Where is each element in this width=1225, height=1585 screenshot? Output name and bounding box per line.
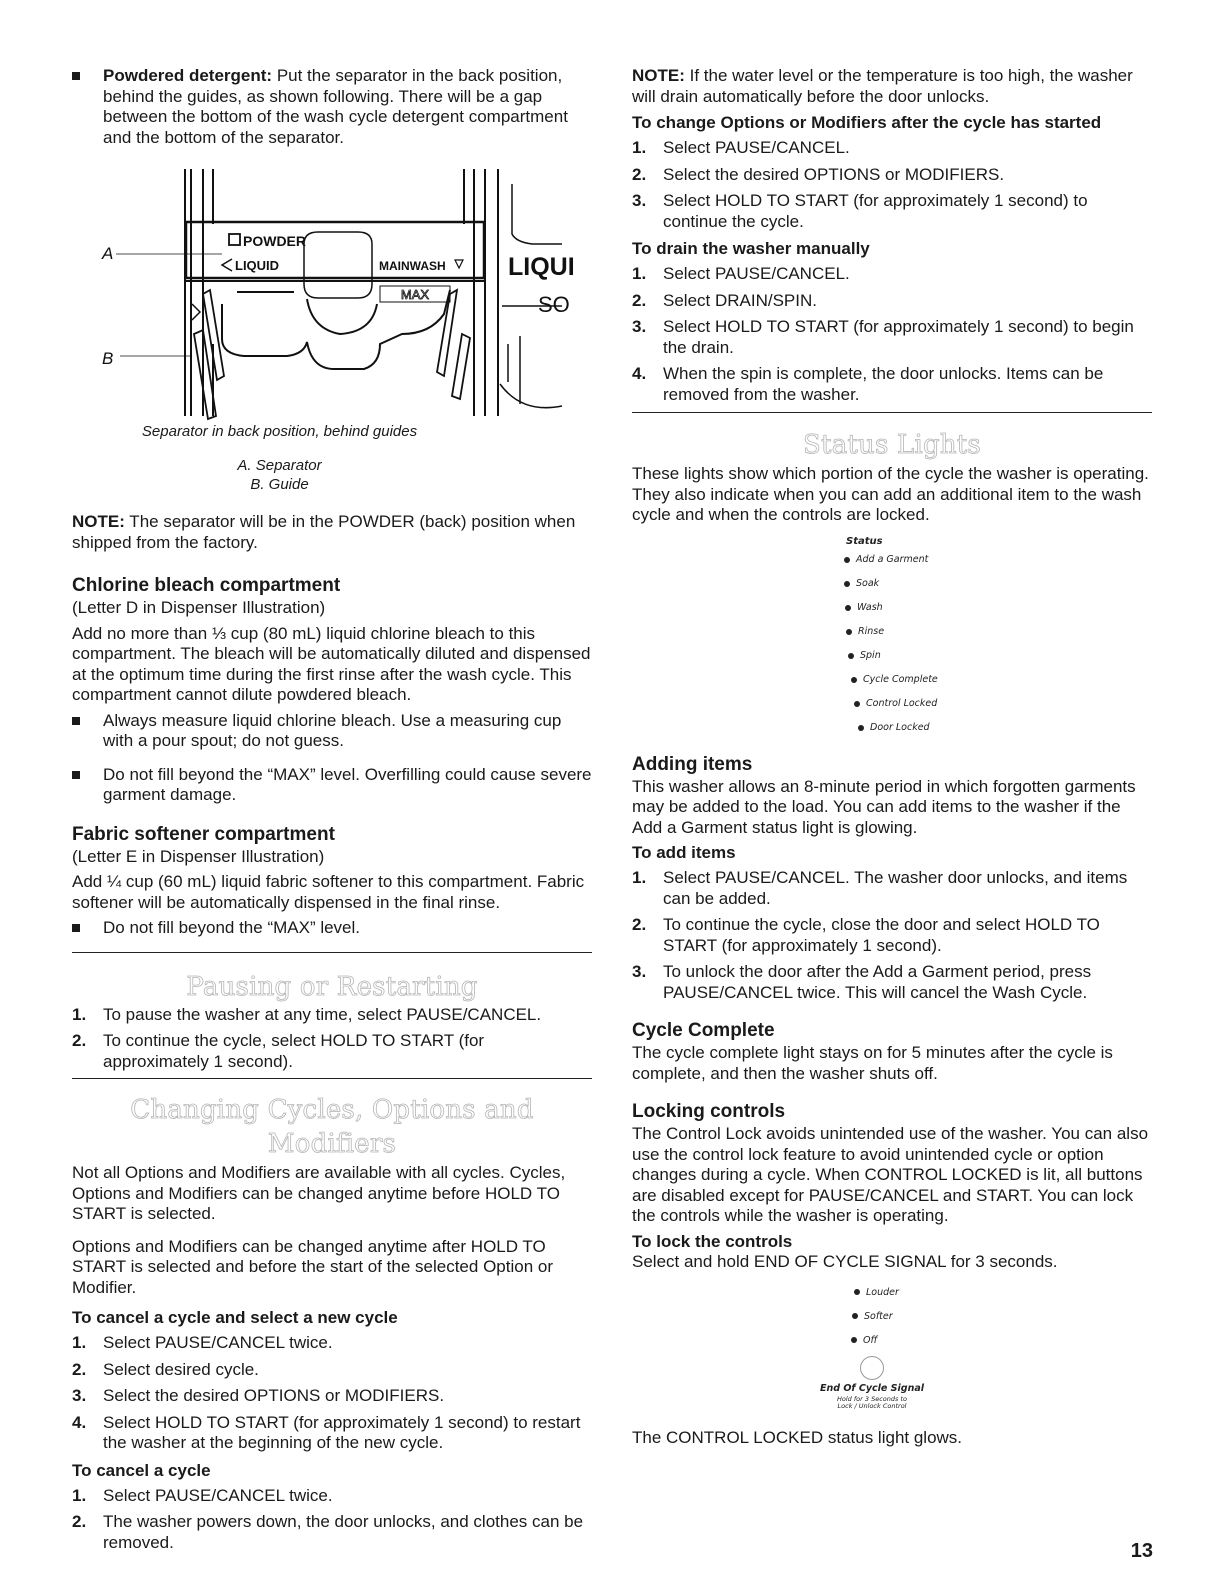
control-locked-footer: The CONTROL LOCKED status light glows. bbox=[632, 1428, 963, 1447]
page-number: 13 bbox=[1130, 1540, 1153, 1562]
drain-step-1: 1. Select PAUSE/CANCEL. bbox=[632, 264, 850, 283]
change-options-title: To change Options or Modifiers after the cycle has started bbox=[632, 113, 1102, 132]
add-step-1-text: Select PAUSE/CANCEL. The washer door unlocks, and items can be added. bbox=[663, 868, 1128, 908]
signal-label: End Of Cycle Signal bbox=[819, 1383, 924, 1394]
drain-step-3: 3. Select HOLD TO START (for approximately 1 second) to begin the drain. bbox=[632, 317, 1134, 357]
status-dot-icon bbox=[844, 557, 850, 563]
status-dot-icon bbox=[844, 581, 850, 587]
status-light-control-locked: Control Locked bbox=[854, 692, 937, 716]
cycle-complete-body: The cycle complete light stays on for 5 minutes after the cycle is complete, and then the washer shuts off. bbox=[632, 1043, 1113, 1083]
powdered-detergent-text: Put the separator in the back position, behind the guides, as shown following. There will be a gap between the bottom of the wash cycle detergent compartment and the bottom of the separator. bbox=[103, 66, 568, 147]
chlorine-bullet-1 bbox=[72, 711, 592, 752]
cancel-new-step-2: 2. Select desired cycle. bbox=[72, 1359, 259, 1379]
status-panel-title: Status bbox=[846, 535, 883, 547]
status-light-cycle-complete: Cycle Complete bbox=[851, 668, 938, 692]
status-light-wash: Wash bbox=[845, 596, 883, 620]
illus-powder-label: POWDER bbox=[243, 233, 306, 249]
locking-title: Locking controls bbox=[632, 1101, 786, 1122]
status-lights-panel bbox=[632, 536, 1152, 736]
chlorine-bullet-2-text: Do not fill beyond the “MAX” level. Overfilling could cause severe garment damage. bbox=[103, 764, 592, 804]
signal-dot-icon bbox=[851, 1337, 857, 1343]
powdered-detergent-item bbox=[72, 66, 592, 148]
drain-step-4: 4. When the spin is complete, the door unlocks. Items can be removed from the washer. bbox=[632, 364, 1104, 404]
add-step-2: 2. To continue the cycle, close the door and select HOLD TO START (for approximately 1 second). bbox=[632, 915, 1100, 955]
signal-hint-2: Lock / Unlock Control bbox=[837, 1402, 907, 1410]
illus-max-label: MAX bbox=[400, 287, 430, 302]
section-divider bbox=[72, 952, 592, 953]
cancel-step-2-text: The washer powers down, the door unlocks, and clothes can be removed. bbox=[103, 1512, 584, 1552]
illus-liquid-label: LIQUID bbox=[235, 258, 280, 273]
drain-title: To drain the washer manually bbox=[632, 239, 870, 258]
legend-a: A. Separator bbox=[237, 457, 322, 474]
status-dot-icon bbox=[845, 605, 851, 611]
changing-p1: Not all Options and Modifiers are available with all cycles. Cycles, Options and Modifiers can be changed anytime before HOLD TO START is selected. bbox=[72, 1163, 566, 1223]
pausing-title: Pausing or Restarting bbox=[186, 971, 478, 1002]
note-text: The separator will be in the POWDER (back) position when shipped from the factory. bbox=[72, 512, 576, 552]
cancel-new-step-3-text: Select the desired OPTIONS or MODIFIERS. bbox=[103, 1386, 445, 1405]
bullet-icon bbox=[72, 717, 80, 725]
softener-body: Add ¼ cup (60 mL) liquid fabric softener to this compartment. Fabric softener will be automatically dispensed in the final rinse. bbox=[72, 872, 585, 912]
chlorine-title: Chlorine bleach compartment bbox=[72, 575, 341, 596]
lock-controls-body: Select and hold END OF CYCLE SIGNAL for 3 seconds. bbox=[632, 1251, 1058, 1271]
add-step-3-text: To unlock the door after the Add a Garment period, press PAUSE/CANCEL twice. This will cancel the Wash Cycle. bbox=[663, 962, 1092, 1002]
end-of-cycle-signal-panel bbox=[632, 1280, 1152, 1410]
cancel-new-step-2-text: Select desired cycle. bbox=[103, 1359, 259, 1379]
drain-step-2: 2. Select DRAIN/SPIN. bbox=[632, 290, 817, 310]
changing-p2: Options and Modifiers can be changed anytime after HOLD TO START is selected and before the start of the selected Option or Modifier. bbox=[72, 1236, 553, 1297]
add-step-2-text: To continue the cycle, close the door and select HOLD TO START (for approximately 1 second). bbox=[663, 915, 1100, 955]
status-dot-icon bbox=[854, 701, 860, 707]
signal-button[interactable] bbox=[860, 1356, 884, 1380]
chlorine-bullet-2 bbox=[72, 765, 592, 806]
status-dot-icon bbox=[848, 653, 854, 659]
bullet-icon bbox=[72, 771, 80, 779]
drain-note bbox=[632, 66, 1152, 107]
signal-dot-icon bbox=[854, 1289, 860, 1295]
separator-diagram bbox=[72, 164, 592, 446]
signal-hint-1: Hold for 3 Seconds to bbox=[837, 1395, 907, 1403]
cancel-step-2: 2. The washer powers down, the door unlocks, and clothes can be removed. bbox=[72, 1512, 584, 1552]
cancel-title: To cancel a cycle bbox=[72, 1460, 211, 1480]
pausing-step-2-text: To continue the cycle, select HOLD TO START (for approximately 1 second). bbox=[103, 1031, 485, 1071]
separator-note bbox=[72, 512, 592, 553]
pausing-step-1: 1. To pause the washer at any time, select PAUSE/CANCEL. bbox=[72, 1004, 542, 1024]
softener-sub: (Letter E in Dispenser Illustration) bbox=[72, 846, 325, 866]
add-step-1: 1. Select PAUSE/CANCEL. The washer door unlocks, and items can be added. bbox=[632, 868, 1128, 908]
dispenser-illustration bbox=[72, 164, 592, 446]
cancel-step-1-text: Select PAUSE/CANCEL twice. bbox=[103, 1485, 333, 1505]
cancel-new-title: To cancel a cycle and select a new cycle bbox=[72, 1308, 398, 1327]
cancel-step-1: 1. Select PAUSE/CANCEL twice. bbox=[72, 1485, 333, 1505]
signal-dot-icon bbox=[852, 1313, 858, 1319]
adding-items-title: Adding items bbox=[632, 753, 753, 775]
chlorine-sub: (Letter D in Dispenser Illustration) bbox=[72, 598, 326, 617]
illus-mainwash-label: MAINWASH bbox=[379, 259, 446, 273]
note-term: NOTE: bbox=[72, 512, 125, 531]
change-step-1: 1. Select PAUSE/CANCEL. bbox=[632, 138, 850, 157]
status-light-door-locked: Door Locked bbox=[858, 716, 930, 740]
status-dot-icon bbox=[846, 629, 852, 635]
cancel-new-step-1-text: Select PAUSE/CANCEL twice. bbox=[103, 1333, 333, 1352]
left-column bbox=[72, 66, 592, 1559]
adding-items-body: This washer allows an 8-minute period in which forgotten garments may be added to the load. You can add items to the washer if the Add a Garment status light is glowing. bbox=[632, 776, 1136, 837]
signal-level-softer: Softer bbox=[852, 1304, 893, 1328]
note-text: If the water level or the temperature is too high, the washer will drain automatically before the door unlocks. bbox=[632, 66, 1133, 106]
drain-step-4-text: When the spin is complete, the door unlocks. Items can be removed from the washer. bbox=[663, 364, 1104, 404]
pausing-step-2: 2. To continue the cycle, select HOLD TO START (for approximately 1 second). bbox=[72, 1031, 485, 1071]
illus-so-label: SO bbox=[538, 292, 570, 317]
cancel-new-step-1: 1. Select PAUSE/CANCEL twice. bbox=[72, 1333, 333, 1352]
softener-bullet-1 bbox=[72, 918, 592, 939]
cancel-new-step-4: 4. Select HOLD TO START (for approximately 1 second) to restart the washer at the beginning of the new cycle. bbox=[72, 1412, 581, 1452]
illus-label-b: B bbox=[102, 349, 114, 368]
note-term: NOTE: bbox=[632, 66, 685, 85]
illustration-caption: Separator in back position, behind guides bbox=[141, 423, 418, 440]
illus-label-a: A bbox=[102, 244, 114, 263]
pausing-step-1-text: To pause the washer at any time, select PAUSE/CANCEL. bbox=[103, 1004, 542, 1024]
add-step-3: 3. To unlock the door after the Add a Garment period, press PAUSE/CANCEL twice. This will cancel the Wash Cycle. bbox=[632, 962, 1092, 1002]
status-dot-icon bbox=[858, 725, 864, 731]
section-divider bbox=[72, 1078, 592, 1079]
status-dot-icon bbox=[851, 677, 857, 683]
drain-step-2-text: Select DRAIN/SPIN. bbox=[663, 290, 817, 310]
drain-step-1-text: Select PAUSE/CANCEL. bbox=[663, 264, 850, 283]
chlorine-bullet-1-text: Always measure liquid chlorine bleach. Use a measuring cup with a pour spout; do not guess. bbox=[103, 710, 562, 750]
locking-body: The Control Lock avoids unintended use of the washer. You can also use the control lock feature to avoid unintended cycle or option changes during a cycle. When CONTROL LOCKED is lit, all buttons are disabled except for PAUSE/CANCEL and START. You can lock the controls while the washer is operating. bbox=[632, 1124, 1149, 1225]
softener-bullet-1-text: Do not fill beyond the “MAX” level. bbox=[103, 918, 361, 937]
change-step-3: 3. Select HOLD TO START (for approximately 1 second) to continue the cycle. bbox=[632, 191, 1088, 231]
lock-controls-sub: To lock the controls bbox=[632, 1231, 793, 1251]
change-step-3-text: Select HOLD TO START (for approximately 1 second) to continue the cycle. bbox=[663, 191, 1088, 231]
status-light-rinse: Rinse bbox=[846, 620, 884, 644]
signal-level-louder: Louder bbox=[854, 1280, 899, 1304]
status-light-add-garment: Add a Garment bbox=[844, 548, 928, 572]
right-column bbox=[632, 66, 1152, 1449]
cancel-new-step-4-text: Select HOLD TO START (for approximately 1 second) to restart the washer at the beginning of the new cycle. bbox=[103, 1412, 581, 1452]
status-lights-title: Status Lights bbox=[803, 430, 981, 460]
status-body: These lights show which portion of the cycle the washer is operating. They also indicate when you can add an additional item to the wash cycle and when the controls are locked. bbox=[632, 464, 1149, 524]
signal-level-off: Off bbox=[851, 1328, 877, 1352]
cancel-new-step-3: 3. Select the desired OPTIONS or MODIFIERS. bbox=[72, 1386, 445, 1405]
bullet-icon bbox=[72, 72, 80, 80]
change-step-2: 2. Select the desired OPTIONS or MODIFIERS. bbox=[632, 164, 1005, 184]
add-items-sub: To add items bbox=[632, 843, 736, 862]
cycle-complete-title: Cycle Complete bbox=[632, 1020, 775, 1041]
powdered-detergent-term: Powdered detergent: bbox=[103, 66, 273, 85]
drain-step-3-text: Select HOLD TO START (for approximately 1 second) to begin the drain. bbox=[663, 317, 1134, 357]
status-light-spin: Spin bbox=[848, 644, 881, 668]
chlorine-body: Add no more than ⅓ cup (80 mL) liquid chlorine bleach to this compartment. The bleach will be automatically diluted and dispensed at the optimum time during the first rinse after the wash cycle. This compartment cannot dilute powdered bleach. bbox=[72, 623, 591, 704]
legend-b: B. Guide bbox=[250, 476, 309, 493]
section-divider bbox=[632, 412, 1152, 413]
softener-title: Fabric softener compartment bbox=[72, 823, 335, 845]
change-step-1-text: Select PAUSE/CANCEL. bbox=[663, 138, 850, 157]
illus-liqui-label: LIQUI bbox=[508, 253, 575, 281]
bullet-icon bbox=[72, 924, 80, 932]
changing-title: Changing Cycles, Options and Modifiers bbox=[130, 1095, 534, 1159]
change-step-2-text: Select the desired OPTIONS or MODIFIERS. bbox=[663, 164, 1005, 184]
status-light-soak: Soak bbox=[844, 572, 879, 596]
